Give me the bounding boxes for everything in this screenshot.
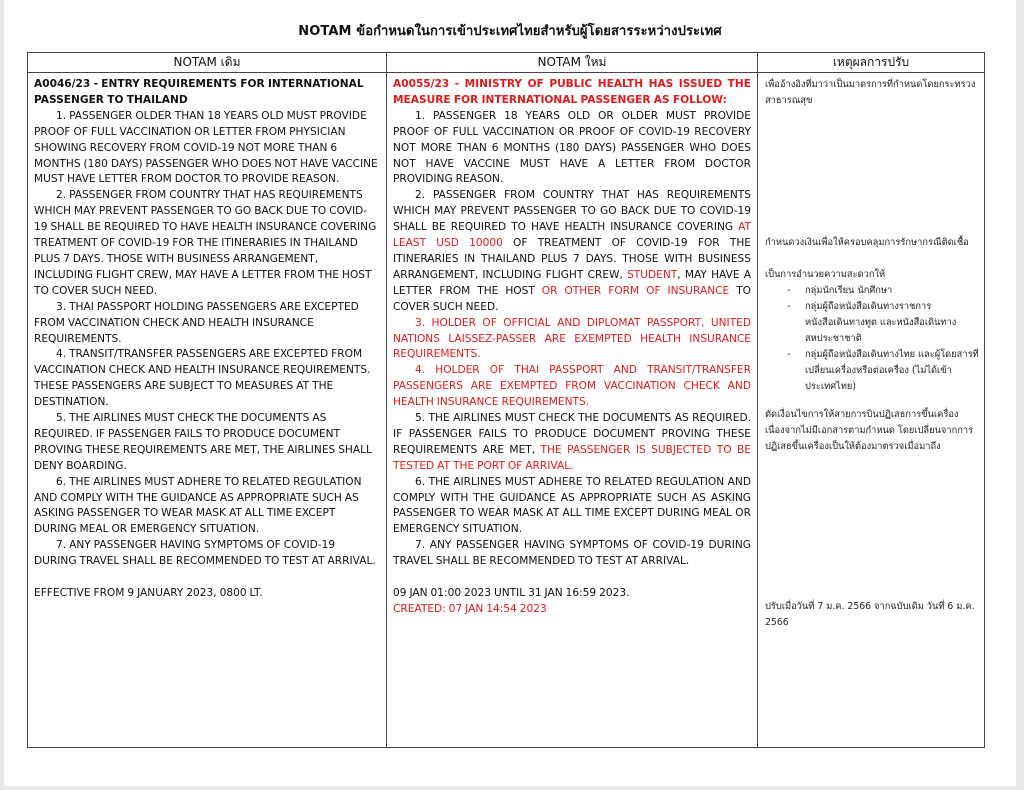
new-item-4: 4. HOLDER OF THAI PASSPORT AND TRANSIT/TRANSFER PASSENGERS ARE EXEMPTED FROM VACCINATION CHECK AND HEALTH INSURANCE REQUIREMENTS. [393, 364, 751, 409]
header-new-notam: NOTAM ใหม่ [387, 53, 758, 73]
reason-insurance-amount: กำหนดวงเงินเพื่อให้ครอบคลุมการรักษากรณีติดเชื้อ [765, 237, 969, 248]
old-item-5: 5. THE AIRLINES MUST CHECK THE DOCUMENTS AS REQUIRED. IF PASSENGER FAILS TO PRODUCE DOCUMENT PROVING THESE REQUIREMENTS ARE MET, THE AIRLINES SHALL DENY BOARDING. [34, 412, 372, 472]
new-item-6: 6. THE AIRLINES MUST ADHERE TO RELATED REGULATION AND COMPLY WITH THE GUIDANCE AS APPROPRIATE SUCH AS ASKING PASSENGER TO WEAR MASK AT ALL TIME EXCEPT DURING MEAL OR EMERGENCY SITUATION. [393, 475, 751, 536]
new-validity-period: 09 JAN 01:00 2023 UNTIL 31 JAN 16:59 2023. [393, 587, 630, 600]
reason-bullet-official-passports: - กลุ่มผู้ถือหนังสือเดินทางราชการ หนังสือเดินทางทูต และหนังสือเดินทางสหประชาชาติ [787, 301, 957, 344]
reason-bullet-thai-passports: - กลุ่มผู้ถือหนังสือเดินทางไทย และผู้โดยสารที่เปลี่ยนเครื่องหรือต่อเครื่อง (ไม่ได้เข้าประเทศไทย) [787, 349, 979, 392]
reason-revision-date: ปรับเมื่อวันที่ 7 ม.ค. 2566 จากฉบับเดิม วันที่ 6 ม.ค. 2566 [765, 601, 975, 628]
new-item-3: 3. HOLDER OF OFFICIAL AND DIPLOMAT PASSPORT, UNITED NATIONS LAISSEZ-PASSER ARE EXEMPTED HEALTH INSURANCE REQUIREMENTS. [393, 316, 751, 361]
test-at-arrival-highlight: THE PASSENGER IS SUBJECTED TO BE TESTED AT THE PORT OF ARRIVAL. [393, 443, 752, 472]
insurance-amount-highlight: AT LEAST USD 10000 [393, 221, 751, 250]
reason-bullet-students: - กลุ่มนักเรียน นักศึกษา [787, 285, 893, 296]
student-highlight: STUDENT [627, 268, 678, 281]
old-item-4: 4. TRANSIT/TRANSFER PASSENGERS ARE EXCEPTED FROM VACCINATION CHECK AND HEALTH INSURANCE REQUIREMENTS. THESE PASSENGERS ARE SUBJECT TO MEASURES AT THE DESTINATION. [34, 348, 371, 409]
header-reason: เหตุผลการปรับ [758, 53, 985, 73]
document-page [4, 0, 1016, 786]
document-title: NOTAM ข้อกำหนดในการเข้าประเทศไทยสำหรับผู้โดยสารระหว่างประเทศ [298, 24, 722, 39]
new-item-5: 5. THE AIRLINES MUST CHECK THE DOCUMENTS AS REQUIRED. IF PASSENGER FAILS TO PRODUCE DOCUMENT PROVING THESE REQUIREMENTS ARE MET, THE PASSENGER IS SUBJECTED TO BE TESTED AT THE PORT OF ARRIVAL. [393, 412, 752, 472]
reason-convenience: เป็นการอำนวยความสะดวกให้ [765, 269, 886, 280]
old-item-3: 3. THAI PASSPORT HOLDING PASSENGERS ARE EXCEPTED FROM VACCINATION CHECK AND HEALTH INSURANCE REQUIREMENTS. [34, 300, 359, 345]
other-insurance-highlight: OR OTHER FORM OF INSURANCE [541, 284, 730, 297]
new-created-date: CREATED: 07 JAN 14:54 2023 [393, 603, 547, 615]
new-item-1: 1. PASSENGER 18 YEARS OLD OR OLDER MUST PROVIDE PROOF OF FULL VACCINATION OR PROOF OF COVID-19 RECOVERY NOT MORE THAN 6 MONTHS (180 DAYS) PASSENGER WHO DOES NOT HAVE VACCINE MUST HAVE A LETTER FROM DOCTOR PROVIDING REASON. [393, 109, 751, 186]
reason-cell [758, 73, 985, 748]
old-notam-heading: A0046/23 - ENTRY REQUIREMENTS FOR INTERNATIONAL PASSENGER TO THAILAND [34, 78, 364, 106]
old-item-7: 7. ANY PASSENGER HAVING SYMPTOMS OF COVID-19 DURING TRAVEL SHALL BE RECOMMENDED TO TEST AT ARRIVAL. [34, 539, 376, 568]
notam-comparison-table [27, 52, 985, 748]
old-item-1: 1. PASSENGER OLDER THAN 18 YEARS OLD MUST PROVIDE PROOF OF FULL VACCINATION OR LETTER FROM PHYSICIAN SHOWING RECOVERY FROM COVID-19 NOT MORE THAN 6 MONTHS (180 DAYS) PASSENGER WHO DOES NOT HAVE VACCINE MUST HAVE LETTER FROM DOCTOR TO PROVIDE REASON. [34, 109, 378, 186]
old-effective-date: EFFECTIVE FROM 9 JANUARY 2023, 0800 LT. [34, 587, 263, 600]
table-body-row [28, 73, 985, 748]
header-old-notam: NOTAM เดิม [28, 53, 387, 73]
new-notam-heading: A0055/23 - MINISTRY OF PUBLIC HEALTH HAS ISSUED THE MEASURE FOR INTERNATIONAL PASSENGER AS FOLLOW: [393, 78, 751, 106]
old-notam-cell [28, 73, 387, 748]
new-item-7: 7. ANY PASSENGER HAVING SYMPTOMS OF COVID-19 DURING TRAVEL SHALL BE RECOMMENDED TO TEST AT ARRIVAL. [393, 539, 751, 568]
table-header-row [28, 53, 985, 73]
reason-boarding-condition: ตัดเงื่อนไขการให้สายการบินปฏิเสธการขึ้นเครื่อง เนื่องจากไม่มีเอกสารตามกำหนด โดยเปลี่ยนจากการปฏิเสธขึ้นเครื่องเป็นให้ต้องมาตรวจเมื่อมาถึง [765, 409, 974, 452]
old-item-2: 2. PASSENGER FROM COUNTRY THAT HAS REQUIREMENTS WHICH MAY PREVENT PASSENGER TO GO BACK DUE TO COVID-19 SHALL BE REQUIRED TO HAVE HEALTH INSURANCE COVERING TREATMENT OF COVID-19 FOR THE ITINERARIES IN THAILAND PLUS 7 DAYS. THOSE WITH BUSINESS ARRANGEMENT, INCLUDING FLIGHT CREW, MAY HAVE A LETTER FROM THE HOST TO COVER SUCH NEED. [34, 189, 377, 297]
old-item-6: 6. THE AIRLINES MUST ADHERE TO RELATED REGULATION AND COMPLY WITH THE GUIDANCE AS APPROPRIATE SUCH AS ASKING PASSENGER TO WEAR MASK AT ALL TIME EXCEPT DURING MEAL OR EMERGENCY SITUATION. [34, 475, 362, 536]
new-item-2: 2. PASSENGER FROM COUNTRY THAT HAS REQUIREMENTS WHICH MAY PREVENT PASSENGER TO GO BACK DUE TO COVID-19 SHALL BE REQUIRED TO HAVE HEALTH INSURANCE COVERING AT LEAST USD 10000 OF TREATMENT OF COVID-19 FOR THE ITINERARIES IN THAILAND PLUS 7 DAYS. THOSE WITH BUSINESS ARRANGEMENT, INCLUDING FLIGHT CREW, STUDENT, MAY HAVE A LETTER FROM THE HOST OR OTHER FORM OF INSURANCE TO COVER SUCH NEED. [393, 189, 751, 313]
new-notam-cell [387, 73, 758, 748]
reason-ministry-reference: เพื่ออ้างอิงที่มาว่าเป็นมาตรการที่กำหนดโดยกระทรวงสาธารณสุข [765, 79, 976, 106]
